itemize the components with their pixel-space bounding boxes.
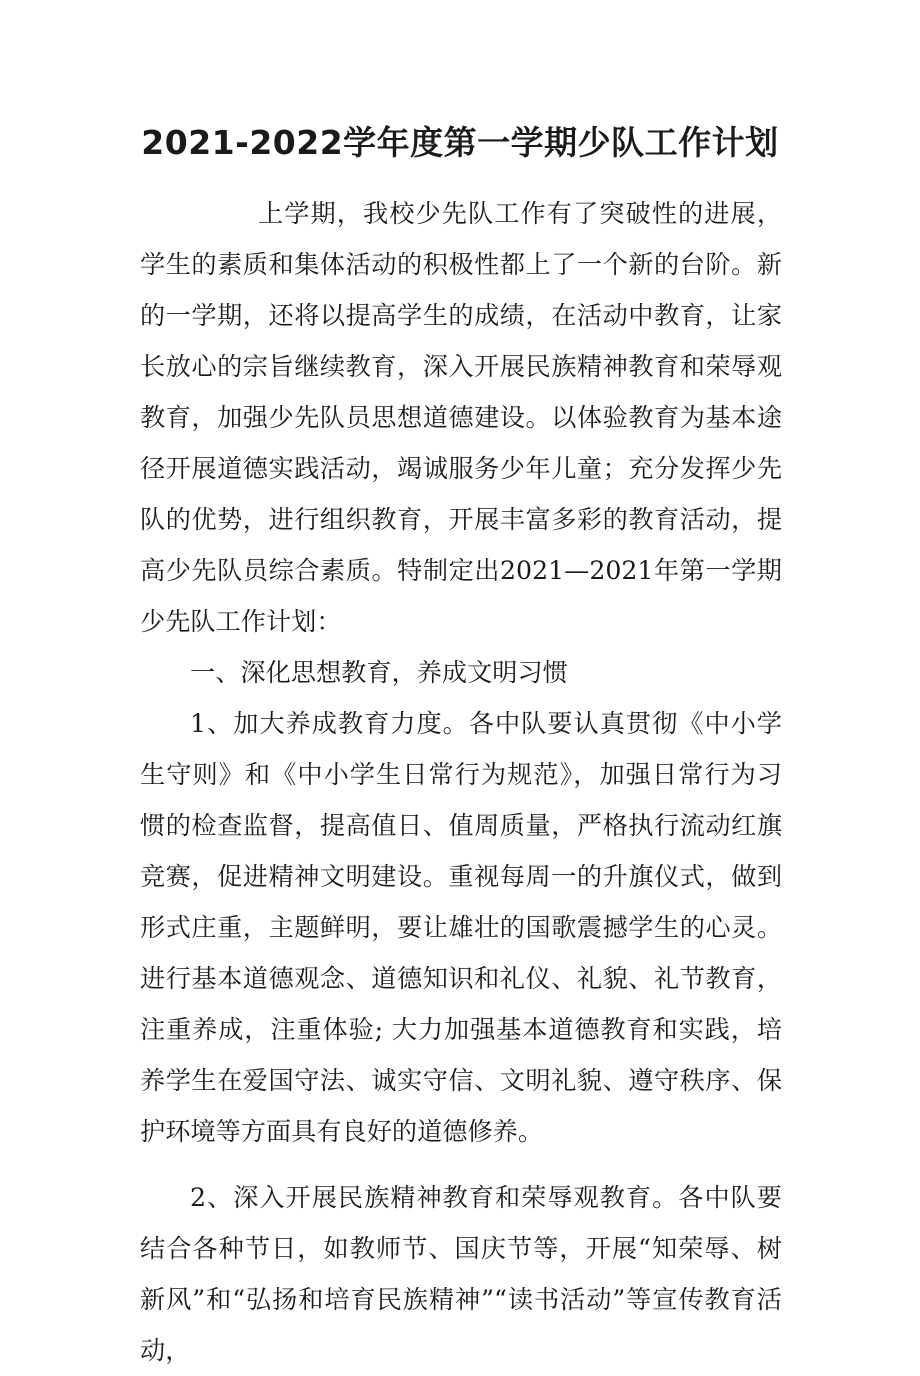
document-title: 2021-2022学年度第一学期少队工作计划 [141, 123, 779, 162]
intro-paragraph: 上学期，我校少先队工作有了突破性的进展，学生的素质和集体活动的积极性都上了一个新的台阶。新的一学期，还将以提高学生的成绩，在活动中教育，让家长放心的宗旨继续教育，深入开展民族精神教育和荣辱观教育，加强少先队员思想道德建设。以体验教育为基本途径开展道德实践活动，竭诚服务少年儿童；充分发挥少先队的优势，进行组织教育，开展丰富多彩的教育活动，提高少先队员综合素质。特制定出2021—2021年第一学期少先队工作计划： [140, 199, 782, 636]
section-1-heading: 一、深化思想教育，养成文明习惯 [190, 658, 568, 687]
item-1-paragraph: 1、加大养成教育力度。各中队要认真贯彻《中小学生守则》和《中小学生日常行为规范》，加强日常行为习惯的检查监督，提高值日、值周质量，严格执行流动红旗竞赛，促进精神文明建设。重视每周一的升旗仪式，做到形式庄重，主题鲜明，要让雄壮的国歌震撼学生的心灵。进行基本道德观念、道德知识和礼仪、礼貌、礼节教育，注重养成，注重体验; 大力加强基本道德教育和实践，培养学生在爱国守法、诚实守信、文明礼貌、遵守秩序、保护环境等方面具有良好的道德修养。 [140, 709, 782, 1146]
document-body [140, 188, 782, 1376]
item-2-paragraph: 2、深入开展民族精神教育和荣辱观教育。各中队要结合各种节日，如教师节、国庆节等，开展“知荣辱、树新风”和“弘扬和培育民族精神”“读书活动”等宣传教育活动， [140, 1183, 782, 1365]
